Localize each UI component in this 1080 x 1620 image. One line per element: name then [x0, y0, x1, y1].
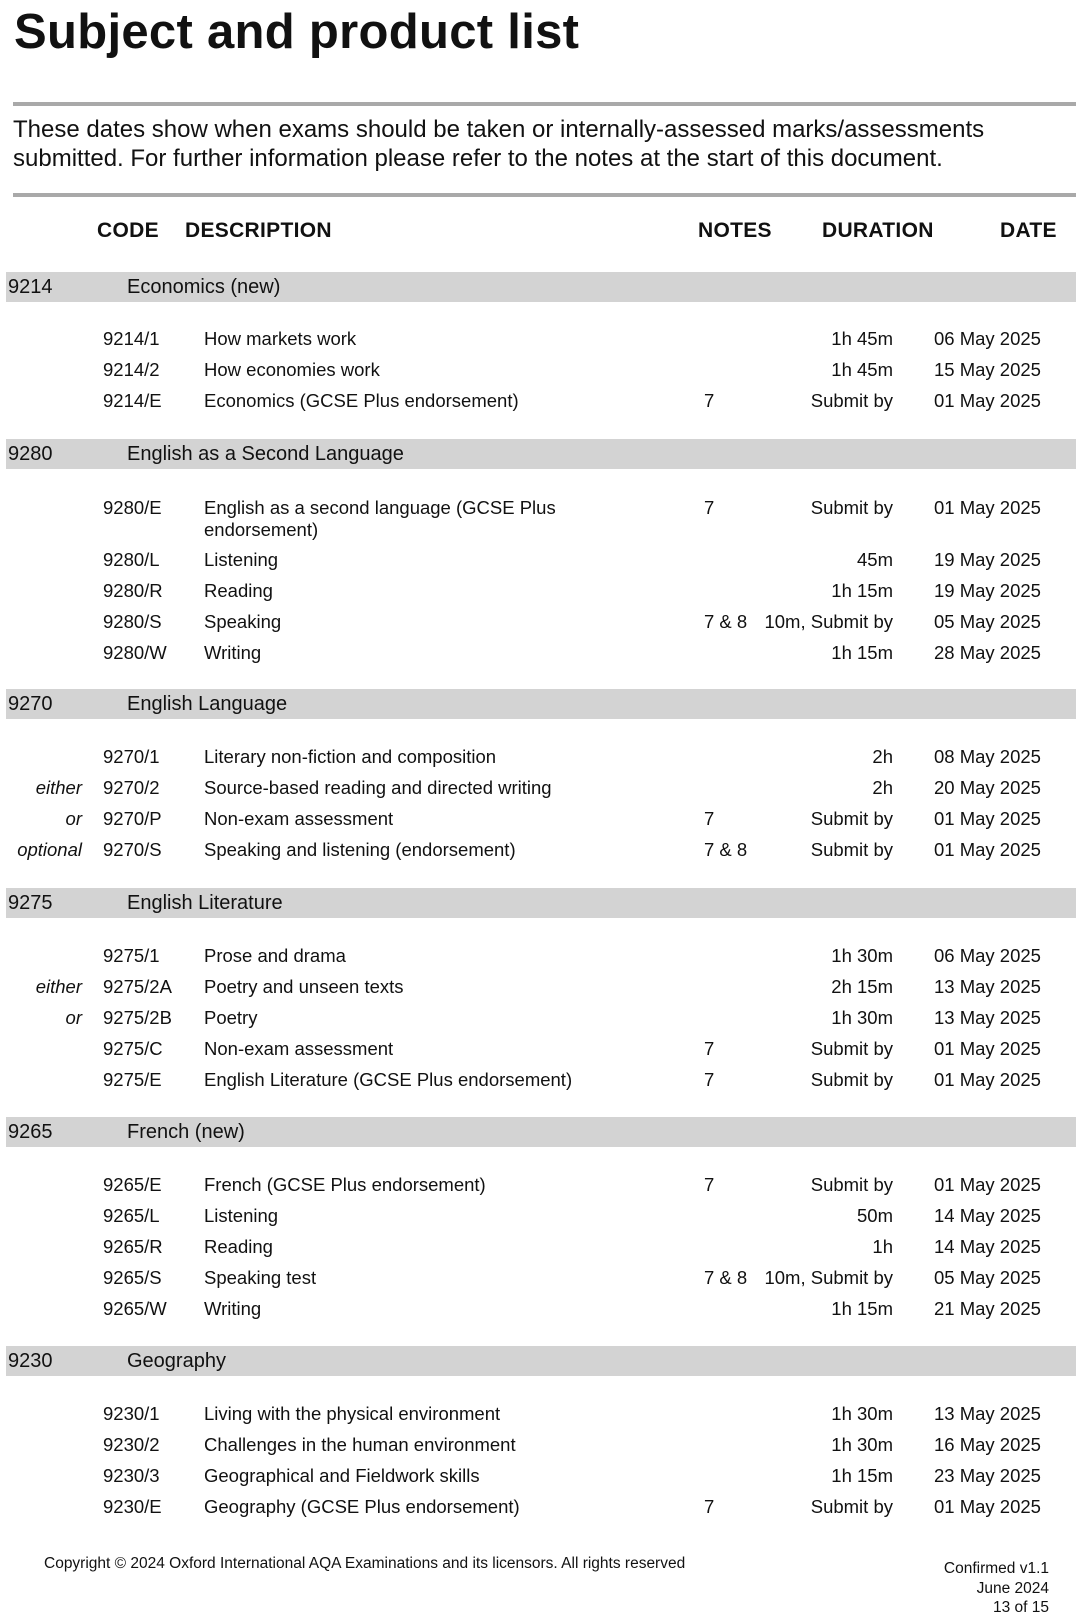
component-date: 23 May 2025 [934, 1465, 1041, 1486]
section-code: 9280 [8, 443, 53, 465]
component-date: 05 May 2025 [934, 611, 1041, 632]
footer-info [944, 1559, 1049, 1618]
component-duration: 1h 15m [831, 1465, 893, 1486]
component-description: Listening [204, 1205, 279, 1226]
table-row [0, 549, 1080, 579]
table-row [0, 1267, 1080, 1297]
section-title: Geography [127, 1350, 226, 1372]
component-notes: 7 [704, 390, 715, 411]
component-duration: Submit by [810, 1069, 893, 1090]
component-description: Writing [204, 1298, 262, 1319]
footer-page-number: 13 of 15 [992, 1599, 1049, 1616]
table-row [0, 580, 1080, 610]
footer-copyright: Copyright © 2024 Oxford International AQA Examinations and its licensors. All rights reserved [44, 1555, 686, 1572]
component-date: 01 May 2025 [934, 1174, 1041, 1195]
table-row [0, 1174, 1080, 1204]
row-qualifier: optional [17, 839, 82, 860]
component-duration: Submit by [810, 390, 893, 411]
component-notes: 7 [704, 1496, 715, 1517]
component-code: 9280/E [103, 497, 162, 518]
component-description: Listening [204, 549, 279, 570]
table-row [0, 1465, 1080, 1495]
component-date: 01 May 2025 [934, 1069, 1041, 1090]
component-date: 15 May 2025 [934, 359, 1041, 380]
component-code: 9275/2A [103, 976, 172, 997]
page-title: Subject and product list [14, 5, 580, 59]
component-duration: Submit by [810, 1174, 893, 1195]
component-duration: 1h 15m [831, 642, 893, 663]
component-description: Writing [204, 642, 262, 663]
component-code: 9280/R [103, 580, 163, 601]
component-description: Source-based reading and directed writing [204, 777, 552, 798]
component-duration: 10m, Submit by [764, 611, 893, 632]
component-code: 9280/L [103, 549, 160, 570]
table-row [0, 1496, 1080, 1526]
component-date: 16 May 2025 [934, 1434, 1041, 1455]
column-header-description: DESCRIPTION [185, 219, 332, 242]
component-code: 9265/E [103, 1174, 162, 1195]
component-description: Speaking and listening (endorsement) [204, 839, 516, 860]
component-code: 9230/3 [103, 1465, 160, 1486]
component-description: Reading [204, 580, 273, 601]
component-date: 05 May 2025 [934, 1267, 1041, 1288]
component-description: English as a second language (GCSE Plus endorsement) [204, 497, 556, 540]
component-duration: 1h 15m [831, 1298, 893, 1319]
component-description: French (GCSE Plus endorsement) [204, 1174, 486, 1195]
table-row [0, 746, 1080, 776]
component-date: 01 May 2025 [934, 390, 1041, 411]
table-row [0, 777, 1080, 807]
section-code: 9214 [8, 276, 53, 298]
component-code: 9265/L [103, 1205, 160, 1226]
component-notes: 7 & 8 [704, 611, 748, 632]
component-code: 9214/E [103, 390, 162, 411]
column-header-code: CODE [97, 219, 159, 242]
section-title: English Language [127, 693, 288, 715]
component-date: 21 May 2025 [934, 1298, 1041, 1319]
component-description: Non-exam assessment [204, 1038, 394, 1059]
column-header-date: DATE [1000, 219, 1057, 242]
section-header [6, 439, 1076, 469]
section-header [6, 689, 1076, 719]
table-row [0, 839, 1080, 869]
component-description: Poetry and unseen texts [204, 976, 404, 997]
component-description: Speaking [204, 611, 282, 632]
component-duration: 10m, Submit by [764, 1267, 893, 1288]
component-notes: 7 [704, 808, 715, 829]
component-duration: 1h 15m [831, 580, 893, 601]
section-header [6, 1117, 1076, 1147]
section-code: 9230 [8, 1350, 53, 1372]
component-code: 9214/2 [103, 359, 160, 380]
component-date: 06 May 2025 [934, 328, 1041, 349]
section-header [6, 272, 1076, 302]
component-date: 01 May 2025 [934, 1038, 1041, 1059]
column-header-duration: DURATION [822, 219, 934, 242]
component-description: Living with the physical environment [204, 1403, 501, 1424]
row-qualifier: either [35, 976, 82, 997]
section-code: 9265 [8, 1121, 53, 1143]
component-duration: 1h 45m [831, 359, 893, 380]
component-description: English Literature (GCSE Plus endorsement) [204, 1069, 573, 1090]
component-date: 01 May 2025 [934, 839, 1041, 860]
table-row [0, 1434, 1080, 1464]
component-code: 9275/C [103, 1038, 163, 1059]
component-description: Prose and drama [204, 945, 346, 966]
component-duration: 1h 30m [831, 1007, 893, 1028]
component-code: 9270/2 [103, 777, 160, 798]
component-notes: 7 [704, 497, 715, 518]
component-duration: 1h [872, 1236, 893, 1257]
section-code: 9275 [8, 892, 53, 914]
component-description: Geography (GCSE Plus endorsement) [204, 1496, 520, 1517]
component-duration: 1h 45m [831, 328, 893, 349]
component-code: 9280/S [103, 611, 162, 632]
component-date: 08 May 2025 [934, 746, 1041, 767]
header-divider [13, 193, 1076, 197]
component-description: Speaking test [204, 1267, 317, 1288]
footer-status: Confirmed v1.1 [943, 1560, 1049, 1577]
component-code: 9265/R [103, 1236, 163, 1257]
component-description: How markets work [204, 328, 357, 349]
component-date: 19 May 2025 [934, 580, 1041, 601]
table-row [0, 808, 1080, 838]
section-header [6, 888, 1076, 918]
component-date: 13 May 2025 [934, 976, 1041, 997]
table-row [0, 1069, 1080, 1099]
component-code: 9265/W [103, 1298, 167, 1319]
component-duration: 45m [857, 549, 893, 570]
table-row [0, 390, 1080, 420]
component-duration: Submit by [810, 1038, 893, 1059]
section-code: 9270 [8, 693, 53, 715]
component-duration: 2h [872, 746, 893, 767]
component-description: Reading [204, 1236, 273, 1257]
component-date: 01 May 2025 [934, 497, 1041, 518]
section-title: English Literature [127, 892, 283, 914]
table-row [0, 1403, 1080, 1433]
component-date: 13 May 2025 [934, 1007, 1041, 1028]
column-header-notes: NOTES [698, 219, 772, 242]
row-qualifier: or [65, 808, 82, 829]
component-duration: 2h [872, 777, 893, 798]
intro-text: These dates show when exams should be taken or internally-assessed marks/assessments submitted. For further information please refer to the notes at the start of this document. [13, 116, 985, 172]
component-code: 9265/S [103, 1267, 162, 1288]
table-row [0, 945, 1080, 975]
component-notes: 7 & 8 [704, 1267, 748, 1288]
component-notes: 7 [704, 1174, 715, 1195]
table-row [0, 359, 1080, 389]
section-title: French (new) [127, 1121, 245, 1143]
component-code: 9270/S [103, 839, 162, 860]
component-code: 9275/2B [103, 1007, 172, 1028]
component-date: 20 May 2025 [934, 777, 1041, 798]
section-title: English as a Second Language [127, 443, 404, 465]
table-row [0, 1236, 1080, 1266]
component-date: 13 May 2025 [934, 1403, 1041, 1424]
component-code: 9270/P [103, 808, 162, 829]
component-code: 9275/1 [103, 945, 160, 966]
top-divider [13, 102, 1076, 106]
component-description: Challenges in the human environment [204, 1434, 516, 1455]
component-description: Geographical and Fieldwork skills [204, 1465, 480, 1486]
section-header [6, 1346, 1076, 1376]
component-duration: 1h 30m [831, 945, 893, 966]
component-code: 9275/E [103, 1069, 162, 1090]
component-code: 9230/E [103, 1496, 162, 1517]
component-description: Economics (GCSE Plus endorsement) [204, 390, 519, 411]
table-row [0, 1007, 1080, 1037]
section-title: Economics (new) [127, 276, 281, 298]
component-date: 01 May 2025 [934, 808, 1041, 829]
component-code: 9280/W [103, 642, 167, 663]
table-row [0, 1298, 1080, 1328]
table-row [0, 1038, 1080, 1068]
component-duration: Submit by [810, 808, 893, 829]
row-qualifier: either [35, 777, 82, 798]
table-row [0, 611, 1080, 641]
component-date: 01 May 2025 [934, 1496, 1041, 1517]
component-notes: 7 [704, 1069, 715, 1090]
component-duration: 2h 15m [831, 976, 893, 997]
component-duration: 1h 30m [831, 1403, 893, 1424]
component-description: How economies work [204, 359, 380, 380]
component-duration: Submit by [810, 839, 893, 860]
component-description: Non-exam assessment [204, 808, 394, 829]
component-duration: Submit by [810, 497, 893, 518]
component-description: Poetry [204, 1007, 258, 1028]
component-duration: 50m [857, 1205, 893, 1226]
row-qualifier: or [65, 1007, 82, 1028]
component-code: 9214/1 [103, 328, 160, 349]
component-code: 9230/2 [103, 1434, 160, 1455]
table-row [0, 976, 1080, 1006]
table-row [0, 1205, 1080, 1235]
component-notes: 7 [704, 1038, 715, 1059]
table-row [0, 328, 1080, 358]
component-duration: 1h 30m [831, 1434, 893, 1455]
component-date: 06 May 2025 [934, 945, 1041, 966]
component-description: Literary non-fiction and composition [204, 746, 497, 767]
component-date: 14 May 2025 [934, 1205, 1041, 1226]
table-row [0, 497, 1080, 540]
component-code: 9230/1 [103, 1403, 160, 1424]
component-code: 9270/1 [103, 746, 160, 767]
component-date: 28 May 2025 [934, 642, 1041, 663]
footer-date: June 2024 [976, 1579, 1049, 1597]
component-notes: 7 & 8 [704, 839, 748, 860]
component-date: 19 May 2025 [934, 549, 1041, 570]
component-date: 14 May 2025 [934, 1236, 1041, 1257]
component-duration: Submit by [810, 1496, 893, 1517]
table-row [0, 642, 1080, 672]
